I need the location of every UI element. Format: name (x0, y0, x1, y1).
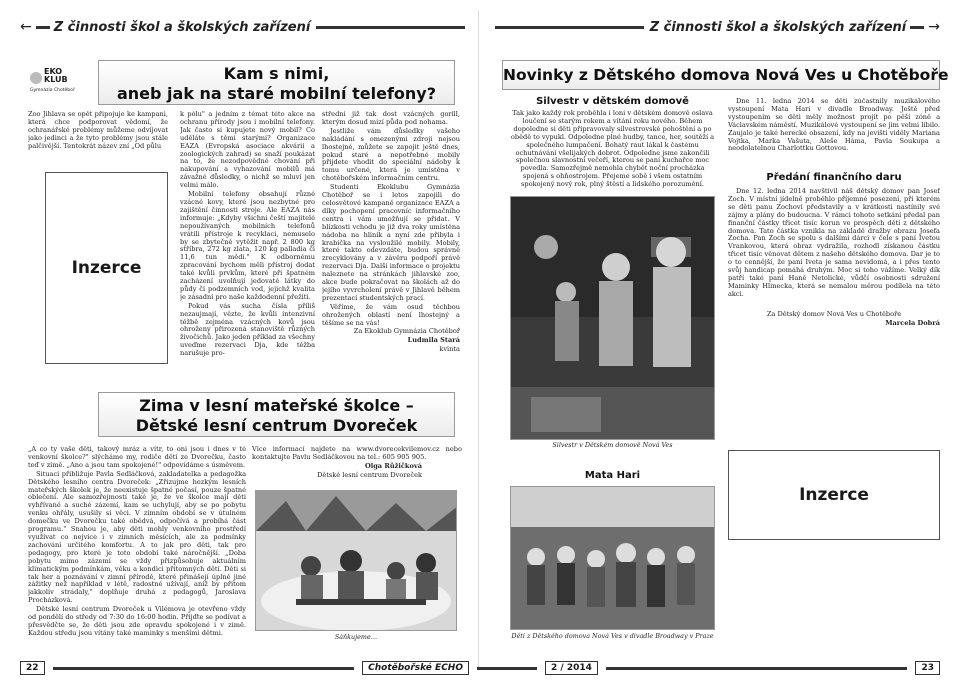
phones-col3-para4: Věříme, že vám osud těchbou ohrožených oblastí není lhostejný a těšíme se na vás! (322, 302, 460, 327)
novinky-sign-line: Za Dětský domov Nová Ves u Chotěboře (766, 311, 902, 318)
novinky-title: Novinky z Dětského domova Nová Ves u Chotěboře (503, 66, 949, 84)
broadway-photo-caption: Děti z Dětského domova Nová Ves v divadle Broadway v Praze (511, 632, 714, 640)
mata-hari-heading: Mata Hari (584, 470, 641, 481)
arrow-left-icon: ← (20, 19, 32, 35)
silvestr-column (510, 110, 715, 195)
right-page-header (495, 12, 940, 42)
broadway-photo-graphic (511, 487, 715, 630)
phones-intro (28, 111, 168, 167)
phones-title-line1: Kam s nimi, (223, 64, 330, 83)
right-ad-label: Inzerce (799, 485, 869, 505)
logo-text-gymnazium: Gymnázia Chotěboř (30, 88, 75, 93)
left-page-header (20, 12, 465, 42)
silvestr-photo (510, 196, 715, 440)
novinky-author: Marcela Dobrá (885, 318, 940, 327)
magazine-name: Chotěbořské ECHO (362, 661, 469, 675)
forest-col1-para2: Situaci přibližuje Pavla Sedláčková, zakladatelka a pedagožka Dětského lesního centra Dvoreček: „Zřizujme hezkým lesních mateřských školek je, že neexistuje špatné počasí, pouze špatné oblečení. Ale samozřejmostí také je, že ve školce mají děti vyhřívané a suché zázemí, kam se uchylují, aby se po pobytu venku ohřály, usušily si věci. V zimním období se v útulném domečku ve Dvorečku také obědvá, odpočívá a probíhá část programu." Snahou je, aby děti mohly venkovního prostředí využívat co nejvíce i v zimních měsících, ale za podmínky zachování určitého komfortu. A to jak pro děti, tak pro pedagogy, pro které je toto období také náročnější. „Doba pobytu mimo zázemí se vždy přizpůsobuje aktuálním klimatickým podmínkám, věku a kondici přítomných dětí. Děti si tak her a poznávání v zimní přírodě, které přinášejí úplně jiné zážitky než například v létě, radostné užívají, aniž by přitom jakkoliv strádaly," doplňuje druhá z pedagogů, Jaroslava Procházková. (28, 469, 246, 605)
phones-col2-para1: k pólu" a jedním z témat této akce na ochranu přírody jsou i mobilní telefony. Jak často si kupujete nový mobil? Co uděláte s těmi starými? Organizace EAZA (Evropská asociace akvárií a zoologických zahrad) se snaží poukázat na to, že nezodpovědné chování při nakupování a vyhazování mobilů má závažné důsledky, o nichž se mluví jen velmi málo. (180, 111, 315, 190)
page-gutter (478, 10, 479, 670)
forest-col2-text: Více informací najdete na www.dvorecekvilemov.cz nebo kontaktujte Pavlu Sedláčkovou na tel.: 605 905 905. (252, 446, 462, 461)
financial-gift-text: Dne 12. ledna 2014 navštívil náš dětský domov pan Josef Zoch. V místní jídelně proběhlo příjemné posezení, při kterém se děti panu Zochovi představily a v krátkosti nastínily své zájmy a plány do budoucna. V rámci tohoto setkání předal pan finanční částky třicet tisíc korun ve prospěch dětí z dětského domova. Tato částka vznikla na základě dražby obrazu Josefa Zocha. Pan Zoch se spolu s dalšími dárci v čele s paní Ivetou Vrankovou, která obraz vydražila, rozhodl získanou částku třicet tisíc věnovat dětem z našeho dětského domova. Dar je to o to cennější, že paní Iveta je sama nevidomá, a i přes tento svůj handicap pomáhá druhým. Moc si toho vážíme. Velký dík patří také paní Haně Netolické, vůdčí osobnosti sdružení Maminky Hlinecka, která se nemalou měrou podílela na této akci. (728, 188, 940, 298)
header-rule (910, 26, 924, 29)
silvestr-text: Tak jako každý rok proběhla i loni v dětském domově oslava loučení se starým rokem a vítání roku nového. Během dopoledne si děti připravovaly silvestrovské pohoštění a po obědě to vypukl. Odpoledne plné hudby, tance, her, soutěží a společného lumpačení. Bohatý raut lákal k častému ochutnávání všelijakých dobrot. Odpoledne jsme zakončili společnou slavnostní večeří, kterou se paní kuchařce moc povedla. Samozřejmě nemohla chybět noční procházka spojená s ohňostrojem. Přejeme sobě i všem ostatním spokojený nový rok, plný štěstí a lidského porozumění. (510, 110, 715, 189)
forest-col1-para1: „A co ty vaše děti, takový mráz a vítr, to oni jsou i dnes v té venkovní školce?" slýcháme my, rodiče dětí ze Dvorečku, často teď v zimě. „Ano a jsou tam spokojené!" odpovídáme s úsměvem. (28, 446, 246, 469)
header-rule (316, 26, 465, 29)
ekoklub-logo (28, 68, 84, 100)
financial-gift-heading: Předání finančního daru (766, 172, 902, 183)
footer-rule (477, 667, 537, 670)
silvestr-photo-graphic (511, 197, 715, 440)
phones-col2-para3: Pokud vás sucha čísla příliš nezaujmají, vězte, že kvůli intenzivní těžbě zejména vzácných kovů jsou ohroženy přirozená stanoviště různých živočichů. Jako jeden příklad za všechny uveďme rezervaci Dja, kde těžba narušuje pro- (180, 301, 315, 358)
header-rule (495, 26, 644, 29)
issue-number: 2 / 2014 (545, 661, 598, 675)
silvestr-photo-caption: Silvestr v Dětském domově Nová Ves (552, 441, 673, 449)
novinky-title-box (502, 60, 949, 90)
right-page-number: 23 (915, 661, 940, 675)
forest-title-line2: Dětské lesní centrum Dvoreček (135, 416, 418, 435)
logo-text-klub: KLUB (44, 75, 68, 84)
phones-author: Ludmila Stará (407, 336, 460, 345)
footer-rule (53, 667, 355, 670)
phones-signoff: Za Ekoklub Gymnázia Chotěboř (353, 327, 460, 336)
forest-column-1 (28, 446, 246, 644)
broadway-photo (510, 486, 715, 630)
right-header-title: Z činnosti škol a školských zařízení (649, 19, 907, 35)
phones-article-title (98, 60, 455, 105)
financial-gift-column (728, 188, 940, 306)
page-footer (20, 660, 940, 676)
logo-text-eko: EKO (44, 67, 63, 76)
silvestr-heading: Silvestr v dětském domově (536, 96, 689, 107)
forest-col1-para3: Dětské lesní centrum Dvoreček u Vilémova je otevřeno vždy od pondělí do středy od 7:30 do 16:00 hodin. Přijďte se podívat a přesvědčte se, že děti jsou zde opravdu spokojené i v zimě. Každou středu jsou vítány také maminky s menšími dětmi. (28, 605, 246, 637)
phones-intro-text: Zoo Jihlava se opět připojuje ke kampani, která chce podporovat vědomí, že ochranářské problémy můžeme odvíjovat jako jedinci a že tyto problémy jsou stále palčivější. Tentokrát název zní „Od půlu (28, 111, 168, 150)
phones-title-line2: aneb jak na staré mobilní telefony? (116, 84, 436, 103)
left-ad-box (45, 172, 168, 364)
phones-column-2 (180, 111, 315, 366)
right-ad-box (728, 450, 940, 540)
forest-author-role: Dětské lesní centrum Dvoreček (317, 470, 422, 479)
left-page-number: 22 (20, 661, 45, 675)
phones-col3-para2: Jestliže vám důsledky vašeho nakládání s omezenými zdroji nejsou lhostejné, můžete se zapojit ještě dnes, pokud staré a nepotřebné mobily přijdete vhodit do speciální nádoby k tomu určené, která je umístěna v chotěbořském informačním centru. (322, 126, 460, 183)
phones-col3-para1: střední již tak dost vzácných gorill, kterým dosud mizí půda pod nohama. (322, 111, 460, 126)
phones-column-3 (322, 111, 460, 366)
mata-hari-text: Dne 11. ledna 2014 se děti zúčastnily muzikálového vystoupení Mata Hari v divadle Broadway. Ještě před vystoupením se děti měly možnost projít po pěší zóně a Václavském náměstí. Muzikálové vystoupení se jim velmi líbilo. Zaujalo je také herecké obsazení, kdy na jevišti viděly Mariana Vojtka, Marka Vašuta, Aleše Háma, Pavla Soukupa a neodolatelnou Charlottku Gottovou. (728, 98, 940, 153)
sledding-photo-graphic (256, 491, 457, 631)
header-rule (36, 26, 50, 29)
forest-photo-caption: Sáňkujeme… (334, 633, 378, 641)
phones-col3-para3: Studenti Ekoklubu Gymnázia Chotěboř se i letos zapojili do celosvětové kampaně organizace EAZA a díky pochopení pracovníc informačního centra i vám umožňují se přidat. V blízkosti vchodu je již dva roky umístěna nádoba na hliník a nyní zde přibyla i krabička na vysloužilé mobily. Mobily, které takto odevzdáte, budou správně zrecyklovány a v závěru podpoří právě rezervaci Dja. Další informace o projektu naleznete na stránkách jihlavské zoo, akce bude pokračovat na školách až do jejího vyvrcholení právě v Jihlavě během prezentací studentských prací. (322, 183, 460, 302)
phones-author-role: kvinta (439, 345, 460, 354)
mata-hari-column (728, 98, 940, 160)
left-header-title: Z činnosti škol a školských zařízení (53, 19, 311, 35)
arrow-right-icon: → (928, 19, 940, 35)
left-ad-label: Inzerce (71, 258, 142, 278)
footer-rule (606, 667, 908, 670)
forest-article-title (98, 392, 455, 437)
forest-title-line1: Zima v lesní mateřské školce – (139, 396, 414, 415)
forest-column-2 (252, 446, 462, 488)
forest-sledding-photo (255, 490, 457, 631)
forest-author: Olga Růžičková (364, 461, 422, 470)
novinky-signature (728, 311, 940, 331)
phones-col2-para2: Mobilní telefony obsahují různé vzácné kovy, které jsou nezbytné pro zajištění činnosti stroje. Ale EAZA nás informuje: „Kdyby všichni čeští majitelé nepoužívaných mobilních telefonů vrátili přístroje k recyklaci, nemuselo by se zbytečně vytěžit např. 2 800 kg stříbra, 272 kg zlata, 120 kg palladia či 11,6 tun mědi." K odbornému zpracování bychom měli přístroj dodat také kvůli prvkům, které při špatném zacházení uvolňují jedovaté látky do půdy či podzemních vod, jejichž kvalita je zásadní pro naše každodenní přežití. (180, 190, 315, 301)
